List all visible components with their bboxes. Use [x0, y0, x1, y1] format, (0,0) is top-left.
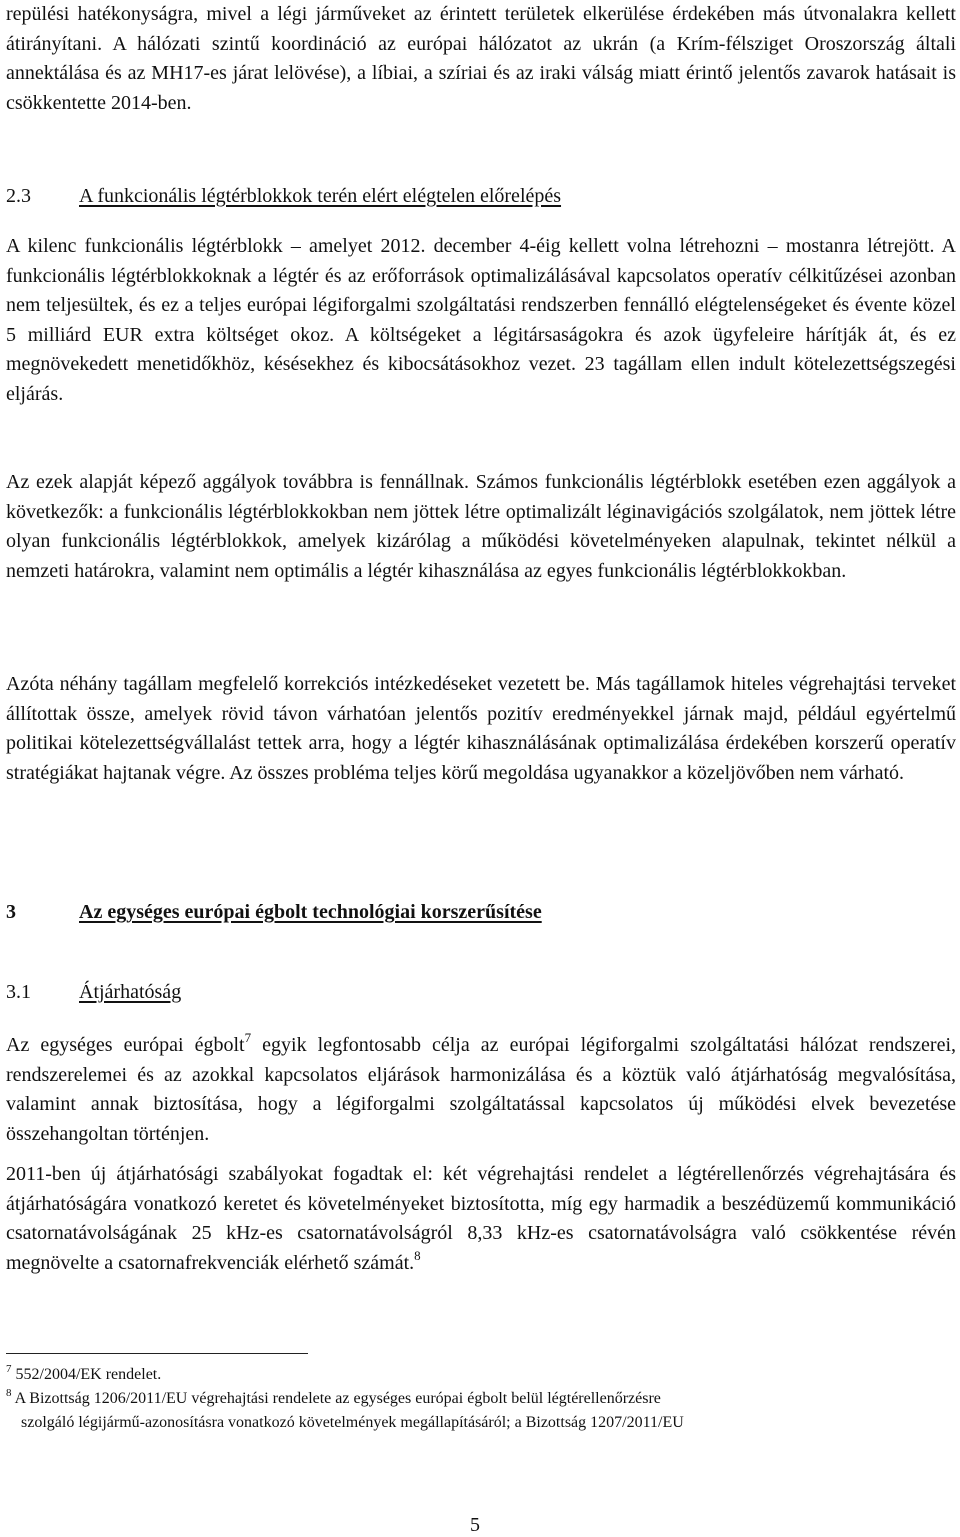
paragraph-text: Az egységes európai égbolt — [6, 1034, 245, 1056]
paragraph-fab-status: A kilenc funkcionális légtérblokk – amelyet 2012. december 4-éig kellett volna létrehozni – mostanra létrejött. A funkcionális légtérblokkoknak a légtér és az erőforrások optimalizálásával kapcsolatos operatív célkitűzései azonban nem teljesültek, és ez a teljes európai légiforgalmi szolgáltatási rendszerben fennálló elégtelenségeket és évente közel 5 milliárd EUR extra költséget okoz. A költségeket a légitársaságokra és azok ügyfeleire hárítják át, és ez megnövekedett menetidőkhöz, késésekhez és kibocsátásokhoz vezet. 23 tagállam ellen indult kötelezettségszegési eljárás. — [6, 235, 956, 405]
footnote-text: A Bizottság 1206/2011/EU végrehajtási rendelete az egységes európai égbolt belül légtérellenőrzésre — [14, 1390, 661, 1407]
paragraph-rules-2011 — [6, 1160, 956, 1278]
section-heading-3 — [6, 898, 542, 926]
paragraph-interoperability — [6, 1031, 956, 1149]
footnote-8-continuation: szolgáló légijármű-azonosításra vonatkozó követelmények megállapításáról; a Bizottság 1207/2011/EU — [21, 1414, 684, 1431]
section-number: 3 — [6, 901, 16, 923]
footnote-ref-7[interactable]: 7 — [244, 1030, 252, 1045]
section-heading-3-1 — [6, 978, 182, 1006]
footnote-8 — [6, 1388, 661, 1410]
paragraph-text: 2011-ben új átjárhatósági szabályokat fogadtak el: két végrehajtási rendelet a légtérellenőrzés végrehajtására és átjárhatóságára vonatkozó keretet és követelményeket biztosította, míg egy harmadik a beszédüzemű kommunikáció csatornatávolságának 25 kHz-es csatornatávolságról 8,33 kHz-es csatornatávolságra való csökkentése révén megnövelte a csatornafrekvenciák elérhető számát. — [6, 1163, 956, 1274]
footnote-ref-8[interactable]: 8 — [414, 1247, 421, 1263]
footnote-mark: 8 — [6, 1387, 12, 1399]
section-heading-2-3 — [6, 182, 562, 210]
footnote-7 — [6, 1364, 161, 1386]
section-title: Az egységes európai égbolt technológiai korszerűsítése — [79, 901, 542, 923]
section-title: A funkcionális légtérblokkok terén elért elégtelen előrelépés — [79, 185, 562, 207]
page-number: 5 — [470, 1514, 480, 1536]
paragraph-text: egyik legfontosabb célja az európai légiforgalmi szolgáltatási hálózat rendszerei, rendszerelemei és az azokkal kapcsolatos eljárások harmonizálása és a köztük való átjárhatóság megvalósítása, valamint annak biztosítása, hogy a légiforgalmi szolgáltatással kapcsolatos új működési elvek bevezetése összehangoltan történjen. — [6, 1034, 957, 1145]
footnote-mark: 7 — [6, 1363, 12, 1375]
paragraph-intro: repülési hatékonyságra, mivel a légi járműveket az érintett területek elkerülése érdekében más útvonalakra kellett átirányítani. A hálózati szintű koordináció az európai hálózatot az ukrán (a Krím-félsziget Oroszország általi annektálása és az MH17-es járat lelövése), a líbiai, a szíriai és az iraki válság miatt érintő jelentős zavarok hatásait is csökkentette 2014-ben. — [6, 3, 956, 114]
section-number: 3.1 — [6, 981, 31, 1003]
footnote-text: 552/2004/EK rendelet. — [15, 1366, 162, 1383]
paragraph-corrective-measures: Azóta néhány tagállam megfelelő korrekciós intézkedéseket vezetett be. Más tagállamok hiteles végrehajtási terveket állítottak össze, amelyek rövid távon várhatóan jelentős pozitív eredményekkel járnak majd, például egyértelmű politikai kötelezettségvállalást tettek arra, hogy a légtér kihasználásának optimalizálása érdekében korszerű operatív stratégiákat hajtanak végre. Az összes probléma teljes körű megoldása ugyanakkor a közeljövőben nem várható. — [6, 673, 956, 784]
footnote-separator — [6, 1353, 308, 1354]
section-title: Átjárhatóság — [79, 981, 182, 1003]
section-number: 2.3 — [6, 185, 31, 207]
paragraph-concerns: Az ezek alapját képező aggályok továbbra is fennállnak. Számos funkcionális légtérblokk esetében ezen aggályok a következők: a funkcionális légtérblokkokban nem jöttek létre optimalizált léginavigációs szolgálatok, nem jöttek létre olyan funkcionális légtérblokkok, amelyek kizárólag a működési követelményeken alapulnak, tekintet nélkül a nemzeti határokra, valamint nem optimális a légtér kihasználása az egyes funkcionális légtérblokkokban. — [6, 471, 956, 582]
